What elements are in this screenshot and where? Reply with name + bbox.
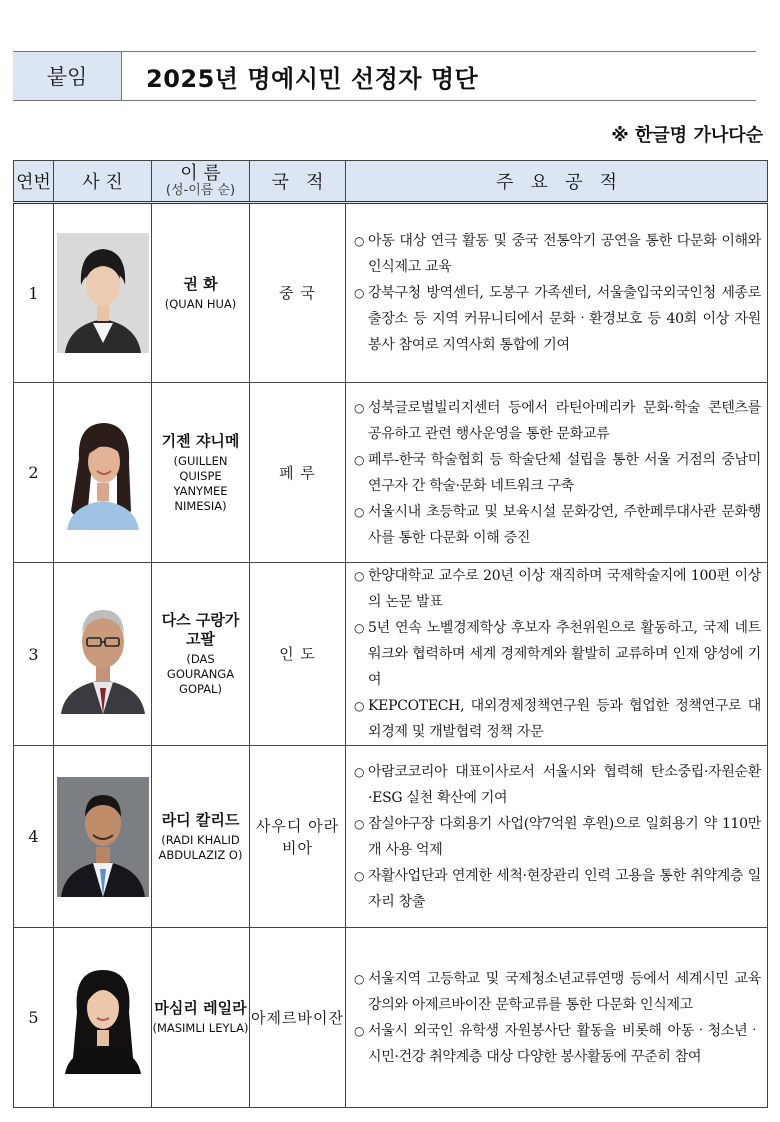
row-number: 1 xyxy=(14,203,54,383)
name-cell xyxy=(152,746,250,928)
bullet: ○ xyxy=(354,1023,365,1038)
bullet: ○ xyxy=(354,764,365,779)
nationality: 중 국 xyxy=(250,203,346,383)
photo-cell xyxy=(54,203,152,383)
merit-text: 5년 연속 노벨경제학상 후보자 추천위원으로 활동하고, 국제 네트워크와 협력하며 세계 경제학계와 활발히 교류하며 인재 양성에 기여 xyxy=(368,620,761,688)
bullet: ○ xyxy=(354,234,365,248)
bullet: ○ xyxy=(354,286,365,300)
portrait-photo xyxy=(57,594,149,714)
bullet: ○ xyxy=(354,816,365,831)
table-row xyxy=(14,563,768,746)
merits-cell xyxy=(346,383,768,563)
merit-item xyxy=(354,395,761,447)
english-name: (RADI KHALID ABDULAZIZ O) xyxy=(158,832,243,862)
header-name-label: 이 름 xyxy=(180,163,221,184)
row-number: 4 xyxy=(14,746,54,928)
bullet: ○ xyxy=(354,452,365,467)
nationality: 인 도 xyxy=(250,563,346,746)
merits-cell xyxy=(346,746,768,928)
nationality: 아제르바이잔 xyxy=(250,928,346,1108)
merit-text: 잠실야구장 다회용기 사업(약7억원 후원)으로 일회용기 약 110만 개 사용 억제 xyxy=(368,815,761,858)
bullet: ○ xyxy=(354,504,365,519)
korean-name: 다스 구랑가 고팔 xyxy=(161,611,240,648)
merit-item xyxy=(354,280,761,358)
merit-text: 페루-한국 학술협회 등 학술단체 설립을 통한 서울 거점의 중남미 연구자 간 학술·문화 네트워크 구축 xyxy=(368,451,761,494)
merit-text: 서울시 외국인 유학생 자원봉사단 활동을 비롯해 아동‧청소년‧시민·건강 취약계층 대상 다양한 봉사활동에 꾸준히 참여 xyxy=(368,1022,761,1065)
photo-cell xyxy=(54,928,152,1108)
merit-item xyxy=(354,228,761,280)
merit-text: 자활사업단과 연계한 세척·현장관리 인력 고용을 통한 취약계층 일자리 창출 xyxy=(368,867,761,910)
merit-text: 서울시내 초등학교 및 보육시설 문화강연, 주한페루대사관 문화행사를 통한 다문화 이해 증진 xyxy=(368,503,761,546)
portrait-photo xyxy=(57,415,149,530)
table-row xyxy=(14,746,768,928)
table-header-row xyxy=(14,161,768,203)
merits-cell xyxy=(346,203,768,383)
row-number: 5 xyxy=(14,928,54,1108)
page-title: 2025년 명예시민 선정자 명단 xyxy=(146,64,479,93)
merit-item xyxy=(354,615,761,693)
header-name xyxy=(152,161,250,203)
merit-text: 아람코코리아 대표이사로서 서울시와 협력해 탄소중립·자원순환·ESG 실천 확산에 기여 xyxy=(368,763,761,806)
table-row xyxy=(14,203,768,383)
merit-text: 아동 대상 연극 활동 및 중국 전통악기 공연을 통한 다문화 이해와 인식제고 교육 xyxy=(368,233,761,275)
table-row xyxy=(14,383,768,563)
merit-text: 서울지역 고등학교 및 국제청소년교류연맹 등에서 세계시민 교육 강의와 아제르바이잔 문학교류를 통한 다문화 인식제고 xyxy=(368,970,761,1013)
merits-cell xyxy=(346,563,768,746)
bullet: ○ xyxy=(354,400,365,415)
merit-item xyxy=(354,563,761,615)
attachment-tag: 붙임 xyxy=(13,52,122,100)
bullet: ○ xyxy=(354,621,365,635)
header-no: 연번 xyxy=(14,161,54,203)
header-merits: 주 요 공 적 xyxy=(346,161,768,203)
name-cell xyxy=(152,928,250,1108)
table-row xyxy=(14,928,768,1108)
korean-name: 권 화 xyxy=(183,274,218,293)
row-number: 2 xyxy=(14,383,54,563)
nationality: 페 루 xyxy=(250,383,346,563)
header-photo: 사 진 xyxy=(54,161,152,203)
korean-name: 마심리 레일라 xyxy=(154,999,247,1017)
header-nationality: 국 적 xyxy=(250,161,346,203)
merit-item xyxy=(354,759,761,811)
sort-note: ※ 한글명 가나다순 xyxy=(611,125,763,146)
photo-cell xyxy=(54,746,152,928)
bullet: ○ xyxy=(354,699,365,713)
name-cell xyxy=(152,203,250,383)
merits-cell xyxy=(346,928,768,1108)
korean-name: 기젠 쟈니메 xyxy=(161,431,240,450)
english-name: (DAS GOURANGA GOPAL) xyxy=(166,652,235,696)
photo-cell xyxy=(54,383,152,563)
bullet: ○ xyxy=(354,868,365,883)
english-name: (MASIMLI LEYLA) xyxy=(152,1021,249,1035)
photo-cell xyxy=(54,563,152,746)
nationality: 사우디 아라비아 xyxy=(250,746,346,928)
korean-name: 라디 칼리드 xyxy=(161,810,240,829)
bullet: ○ xyxy=(354,971,365,986)
merit-item xyxy=(354,447,761,499)
merit-text: 강북구청 방역센터, 도봉구 가족센터, 서울출입국외국인청 세종로출장소 등 지역 커뮤니티에서 문화‧환경보호 등 40회 이상 자원봉사 참여로 지역사회 통합에 기여 xyxy=(368,285,761,353)
bullet: ○ xyxy=(354,569,365,583)
english-name: (QUAN HUA) xyxy=(164,296,237,311)
merit-item xyxy=(354,966,761,1018)
portrait-photo xyxy=(57,233,149,353)
merit-text: KEPCOTECH, 대외경제정책연구원 등과 협업한 정책연구로 대외경제 및 개발협력 정책 자문 xyxy=(368,698,761,740)
merit-item xyxy=(354,811,761,863)
merit-text: 한양대학교 교수로 20년 이상 재직하며 국제학술지에 100편 이상의 논문 발표 xyxy=(368,568,761,610)
portrait-photo xyxy=(57,777,149,897)
merit-item xyxy=(354,693,761,745)
row-number: 3 xyxy=(14,563,54,746)
portrait-photo xyxy=(57,962,149,1074)
honorary-citizens-table xyxy=(13,160,768,1108)
merit-item xyxy=(354,1018,761,1070)
merit-item xyxy=(354,499,761,551)
document-title-bar xyxy=(13,51,756,101)
name-cell xyxy=(152,383,250,563)
english-name: (GUILLEN QUISPE YANYMEE NIMESIA) xyxy=(173,453,228,513)
merit-item xyxy=(354,863,761,915)
merit-text: 성북글로벌빌리지센터 등에서 라틴아메리카 문화·학술 콘텐츠를 공유하고 관련 행사운영을 통한 문화교류 xyxy=(368,399,761,442)
header-name-sub: (성-이름 순) xyxy=(165,183,236,198)
name-cell xyxy=(152,563,250,746)
